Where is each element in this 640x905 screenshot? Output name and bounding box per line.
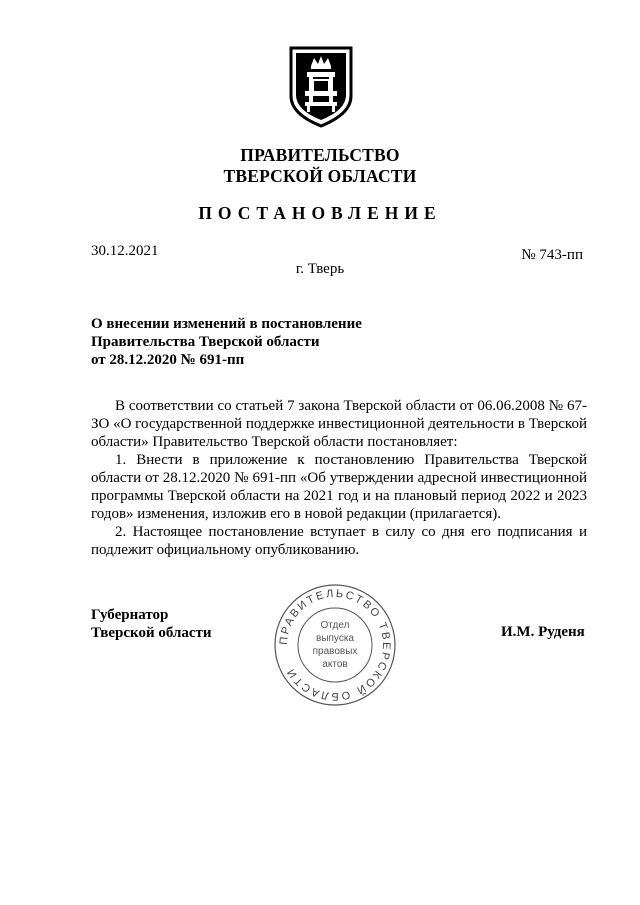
document-body <box>91 397 587 559</box>
document-type-title: ПОСТАНОВЛЕНИЕ <box>198 203 442 223</box>
subject-line1: О внесении изменений в постановление <box>91 316 362 332</box>
stamp-center-line4: актов <box>322 659 348 670</box>
stamp-center-line1: Отдел <box>320 620 350 631</box>
subject-line3: от 28.12.2020 № 691-пп <box>91 352 245 368</box>
organization-name-line1: ПРАВИТЕЛЬСТВО <box>240 145 400 165</box>
document-date: 30.12.2021 <box>91 243 159 259</box>
body-paragraph-item2: 2. Настоящее постановление вступает в силу со дня его подписания и подлежит официальному опубликованию. <box>91 524 587 558</box>
subject-line2: Правительства Тверской области <box>91 334 320 350</box>
organization-name-line2: ТВЕРСКОЙ ОБЛАСТИ <box>223 166 417 186</box>
stamp-center-line3: правовых <box>312 646 358 657</box>
signer-title-line2: Тверской области <box>91 625 212 641</box>
svg-text:ПРАВИТЕЛЬСТВО ТВЕРСКОЙ ОБЛАСТИ <box>278 588 392 702</box>
signer-title-line1: Губернатор <box>91 607 169 623</box>
stamp-ring-text: ПРАВИТЕЛЬСТВО ТВЕРСКОЙ ОБЛАСТИ <box>277 587 393 703</box>
stamp-center-line2: выпуска <box>316 633 354 644</box>
signer-title <box>91 606 212 642</box>
document-city: г. Тверь <box>295 261 345 277</box>
document-subject <box>91 315 362 369</box>
document-number: № 743-пп <box>521 247 583 263</box>
body-paragraph-preamble: В соответствии со статьей 7 закона Тверской области от 06.06.2008 № 67-ЗО «О государственной поддержке инвестиционной деятельности в Тверской области» Правительство Тверской области постановляет: <box>91 398 587 450</box>
coat-of-arms-emblem <box>287 44 355 128</box>
signer-name: И.М. Руденя <box>501 624 585 640</box>
official-stamp <box>270 580 400 710</box>
body-paragraph-item1: 1. Внести в приложение к постановлению Правительства Тверской области от 28.12.2020 № 691-пп «Об утверждении адресной инвестиционной программы Тверской области на 2021 год и на плановый период 2022 и 2023 годов» изменения, изложив его в новой редакции (прилагается). <box>91 452 587 522</box>
